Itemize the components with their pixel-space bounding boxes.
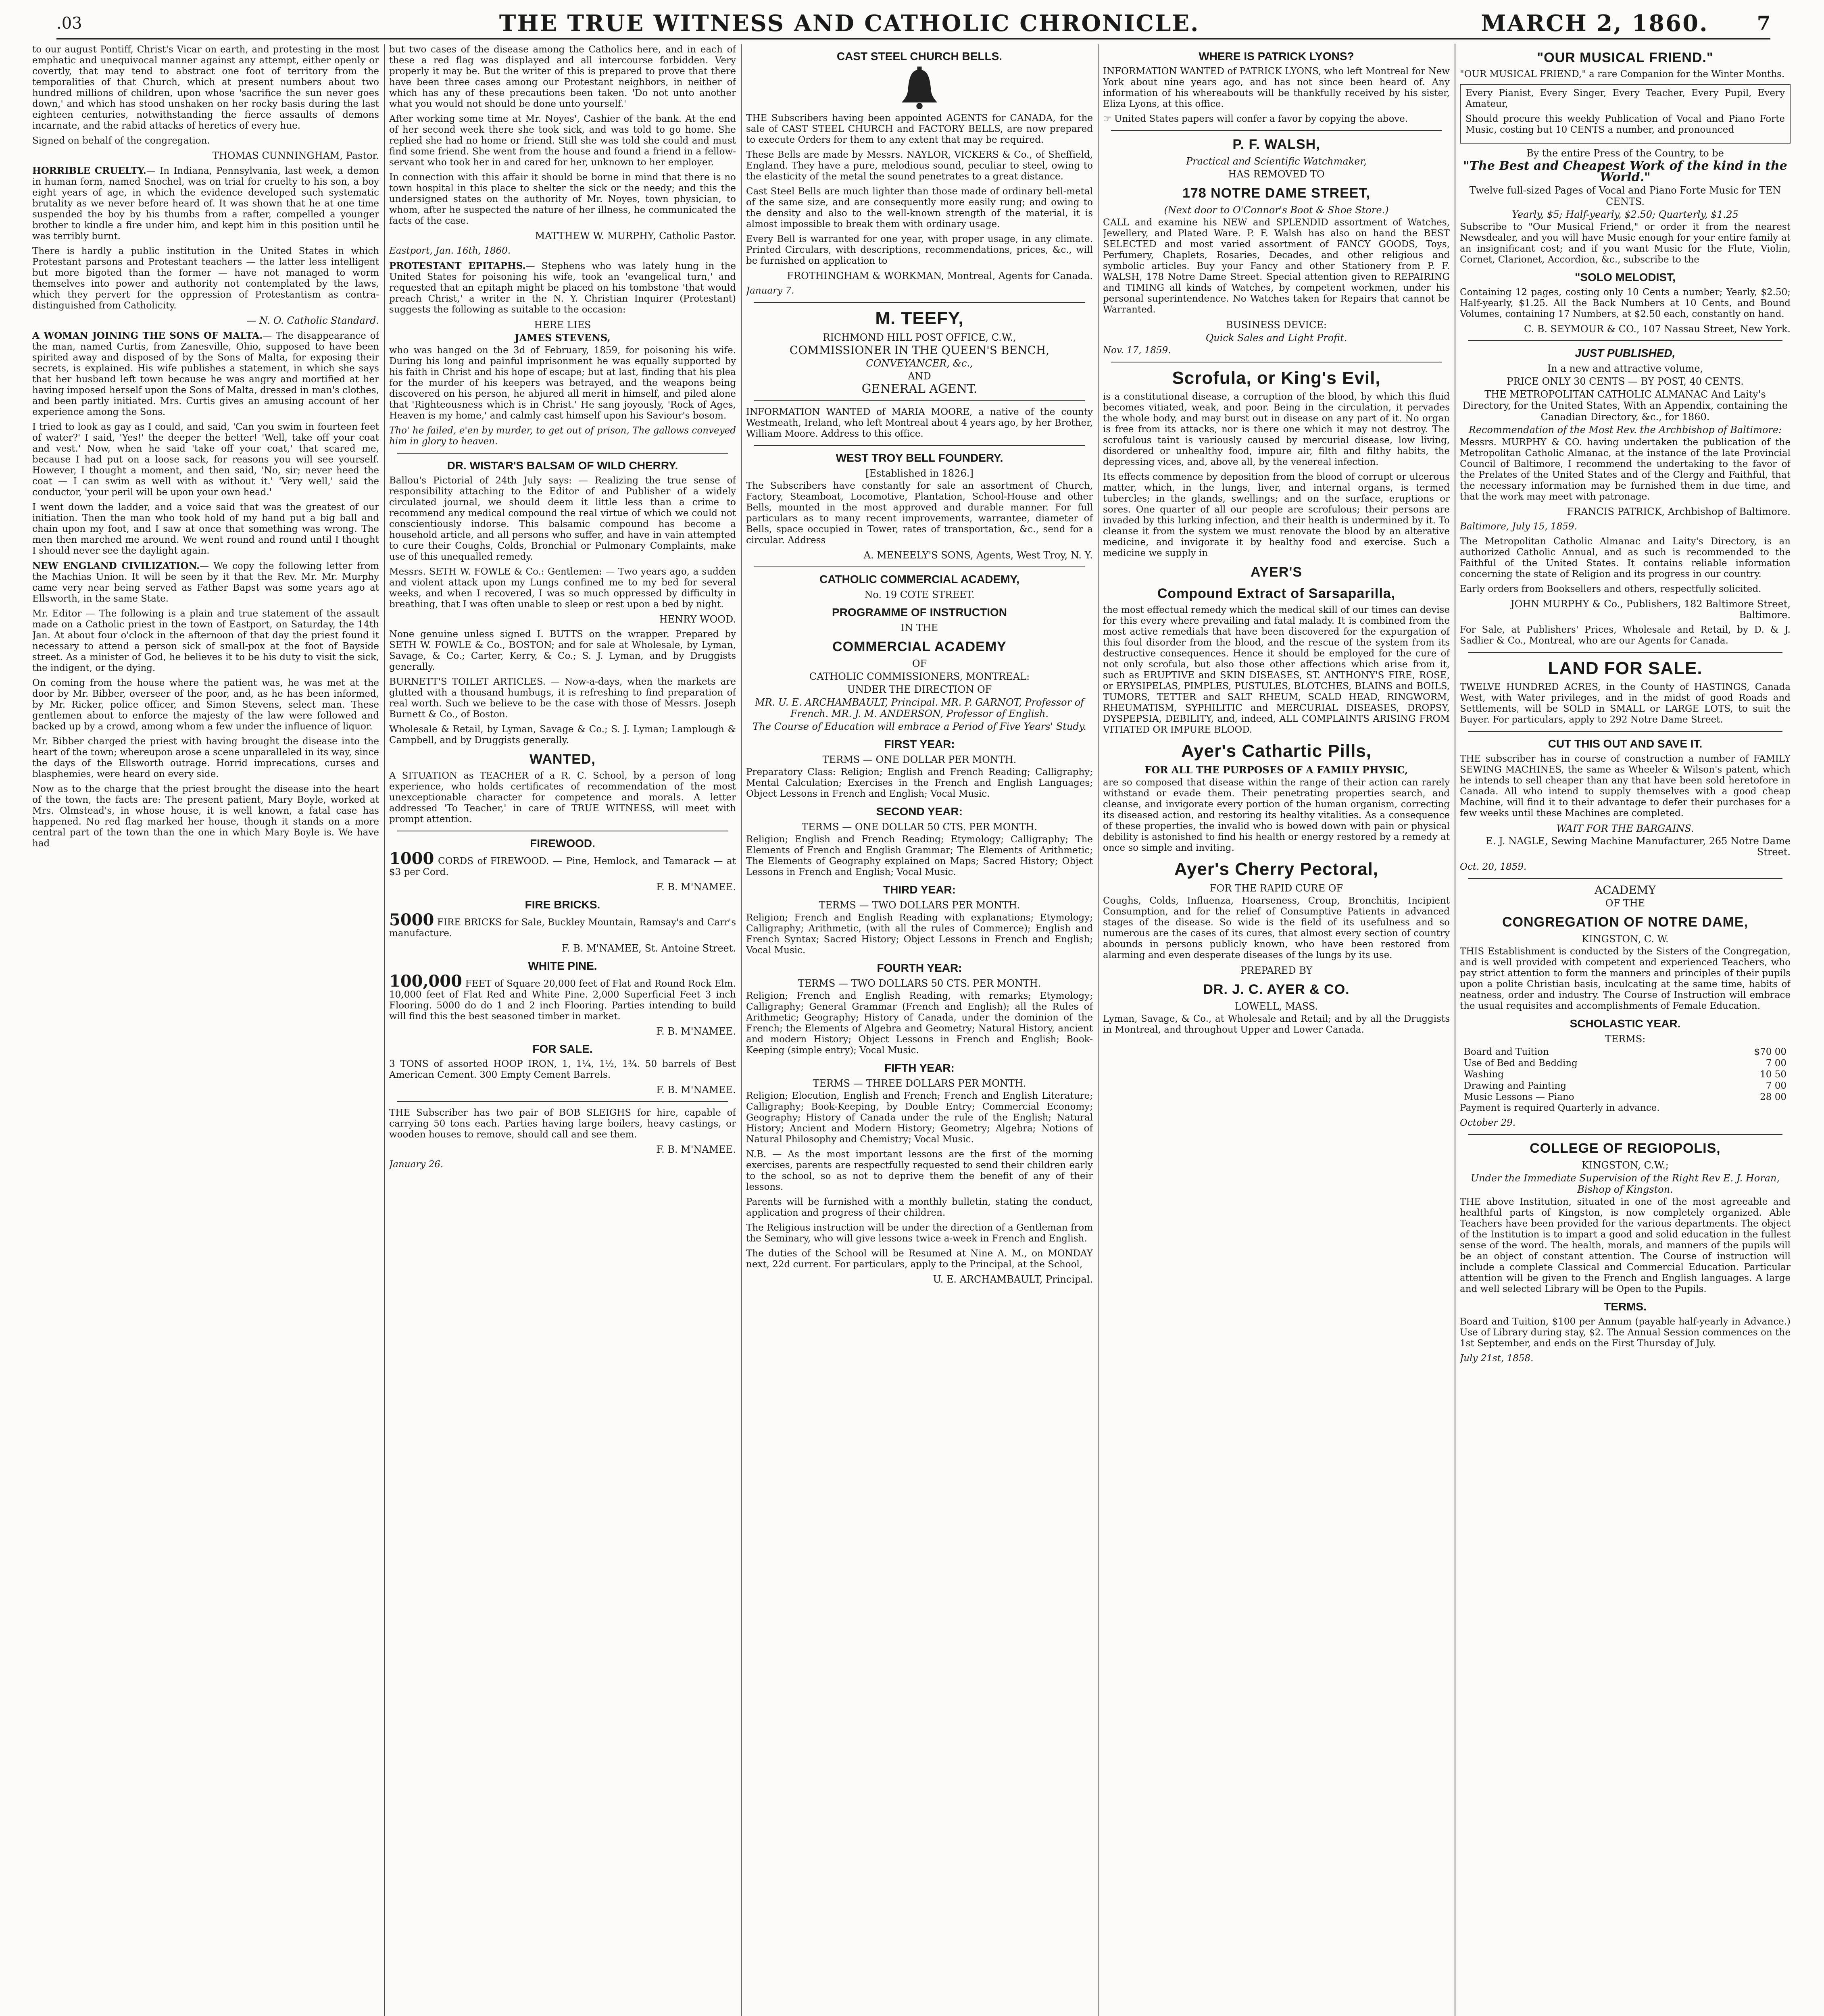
ad-heading: M. TEEFY,: [875, 308, 964, 328]
ad-signer: FROTHINGHAM & WORKMAN, Montreal, Agents for Canada.: [787, 270, 1093, 281]
year-heading: SECOND YEAR:: [876, 805, 963, 818]
ad-date: Nov. 17, 1859.: [1103, 345, 1171, 356]
article-text: — Stephens who was lately hung in the United States for poisoning his wife, took an 'evangelical turn,' and requested that an epitaph might be placed on his tombstone 'that would preach Christ,' a writer in the N. Y. Christian Inquirer (Protestant) suggests the following as suitable to the occasion:: [389, 261, 736, 315]
year-terms: TERMS — THREE DOLLARS PER MONTH.: [813, 1078, 1026, 1089]
article-dateline: Eastport, Jan. 16th, 1860.: [389, 246, 511, 256]
fee-row: [1464, 1080, 1786, 1091]
year-terms: TERMS — TWO DOLLARS 50 CTS. PER MONTH.: [798, 978, 1041, 989]
ad-subheading: TERMS:: [1605, 1033, 1646, 1045]
ad-price: Yearly, $5; Half-yearly, $2.50; Quarterly, $1.25: [1512, 209, 1739, 220]
ad-heading: P. F. WALSH,: [1232, 137, 1320, 152]
programme-directors: MR. U. E. ARCHAMBAULT, Principal. MR. P. GARNOT, Professor of French. MR. J. M. ANDERSON, Professor of English.: [755, 697, 1084, 719]
ad-text: [389, 849, 736, 878]
ad-text: Twelve full-sized Pages of Vocal and Piano Forte Music for TEN CENTS.: [1469, 185, 1781, 207]
ad-heading: OF THE: [1605, 898, 1645, 909]
ad-subheading: Under the Immediate Supervision of the Right Rev E. J. Horan, Bishop of Kingston.: [1470, 1173, 1780, 1195]
ad-subheading: PREPARED BY: [1240, 965, 1313, 976]
fee-amount: 28 00: [1760, 1092, 1786, 1102]
ad-text: Early orders from Booksellers and others, respectfully solicited.: [1460, 584, 1761, 594]
ad-heading: CONGREGATION OF NOTRE DAME,: [1502, 914, 1749, 930]
ad-text: A SITUATION as TEACHER of a R. C. School, by a person of long experience, who holds certificates of recommendation of the most unexceptionable character for competence and morals. A letter addressed 'To Teacher,' in care of TRUE WITNESS, will meet with prompt attention.: [389, 771, 736, 825]
divider: [754, 302, 1085, 303]
church-bell-icon: [897, 66, 942, 110]
ad-heading: COLLEGE OF REGIOPOLIS,: [1530, 1141, 1721, 1156]
ad-maker: DR. J. C. AYER & CO.: [1203, 982, 1350, 997]
ad-signer: F. B. M'NAMEE.: [656, 1026, 736, 1037]
ad-heading: TERMS.: [1604, 1300, 1647, 1313]
ad-text: is a constitutional disease, a corruption of the blood, by which this fluid becomes vitiated, weak, and poor. Being in the circulation, it pervades the whole body, and may burst out in disease on any part of it. No organ is free from its attacks, nor is there one which it may not destroy. The scrofulous taint is variously caused by mercurial disease, low living, disordered or unhealthy food, impure air, filth and filthy habits, the depressing vices, and, above all, by the venereal infection.: [1103, 392, 1450, 467]
ad-subheading: (Next door to O'Connor's Boot & Shoe Store.): [1164, 204, 1389, 216]
ad-subheading: KINGSTON, C.W.;: [1582, 1160, 1669, 1171]
ad-subheading: COMMISSIONER IN THE QUEEN'S BENCH,: [789, 344, 1050, 357]
ad-text: "OUR MUSICAL FRIEND," a rare Companion for the Winter Months.: [1460, 69, 1785, 79]
article-source: — N. O. Catholic Standard.: [246, 315, 379, 326]
ad-signer: JOHN MURPHY & Co., Publishers, 182 Baltimore Street, Baltimore.: [1510, 598, 1791, 621]
ad-signer: F. B. M'NAMEE, St. Antoine Street.: [562, 943, 736, 954]
ad-list: Should procure this weekly Publication of Vocal and Piano Forte Music, costing but 10 CENTS a number, and pronounced: [1465, 114, 1785, 135]
ad-signer: U. E. ARCHAMBAULT, Principal.: [933, 1274, 1093, 1285]
article-paragraph: I tried to look as gay as I could, and said, 'Can you swim in fourteen feet of water?' I said, 'Yes!' the deeper the better! 'Well, take off your coat and vest.' Now, when he said 'take off your coat,' that scared me, because I had put on a loose sack, for reasons you will see yourself. However, I thought a moment, and then said, 'No, sir; never heed the coat — I can swim as well with as without it.' 'Very well,' said the conductor, 'your peril will be upon your own head.': [32, 422, 379, 498]
ad-signer: C. B. SEYMOUR & CO., 107 Nassau Street, New York.: [1524, 323, 1791, 335]
article-signoff: Signed on behalf of the congregation.: [32, 135, 210, 146]
ad-text: None genuine unless signed I. BUTTS on the wrapper. Prepared by SETH W. FOWLE & Co., BOSTON; and for sale at Wholesale, by Lyman, Savage, & Co.; Carter, Kerry, & Co.; S. J. Lyman, and by Druggists generally.: [389, 629, 736, 672]
year-heading: FIRST YEAR:: [884, 738, 955, 750]
article-paragraph: [389, 260, 736, 315]
ad-slogan: WAIT FOR THE BARGAINS.: [1556, 823, 1694, 834]
ad-subheading: Practical and Scientific Watchmaker,: [1186, 156, 1367, 167]
ad-heading: CUT THIS OUT AND SAVE IT.: [1548, 737, 1703, 750]
fee-row: [1464, 1069, 1786, 1080]
article-paragraph: There is hardly a public institution in the United States in which Protestant parsons and Protestant teachers — the latter less intelligent but more bigoted than the former — have not managed to worm themselves into power and authority not contemplated by the laws, which they pervert for the oppression of Protestantism as contra-distinguished from Catholicity.: [32, 246, 379, 311]
ad-heading: "SOLO MELODIST,: [1575, 271, 1676, 283]
article-paragraph: but two cases of the disease among the Catholics here, and in each of these a red flag was displayed and all intercourse forbidden. Very properly it may be. But the writer of this is prepared to prove that there have been three cases among our Protestant neighbors, in neither of which has any of these precautions been taken. 'Do not unto another what you would not should be done unto yourself.': [389, 44, 736, 109]
ad-number: 5000: [389, 910, 434, 929]
ad-date: Baltimore, July 15, 1859.: [1460, 521, 1577, 532]
ad-heading: Scrofula, or King's Evil,: [1172, 368, 1381, 388]
ad-number: 1000: [389, 849, 434, 868]
ad-text: Messrs. MURPHY & CO. having undertaken the publication of the Metropolitan Catholic Almanac, at the instance of the late Provincial Council of Baltimore, I recommend the undertaking to the favor of the Prelates of the United States and of the Clergy and Faithful, that the necessary information may be furnished them in due time, and that the work may meet with patronage.: [1460, 437, 1791, 502]
ad-heading: FIREWOOD.: [530, 837, 595, 850]
article-paragraph: After working some time at Mr. Noyes', Cashier of the bank. At the end of her second week there she took sick, and was told to go home. She replied she had no home or friend. Still she was told she could and must find some friend. She went from the house and found a friend in a fellow-servant who took her in and cared for her, unknown to her employer.: [389, 114, 736, 168]
ad-text: Parents will be furnished with a monthly bulletin, stating the conduct, application and progress of their children.: [746, 1197, 1093, 1218]
fee-amount: 7 00: [1766, 1058, 1786, 1068]
ad-text: The Religious instruction will be under the direction of a Gentleman from the Seminary, who will give lessons twice a-week in French and English.: [746, 1223, 1093, 1244]
ad-subheading: Recommendation of the Most Rev. the Archbishop of Baltimore:: [1468, 424, 1782, 435]
ad-text: These Bells are made by Messrs. NAYLOR, VICKERS & Co., of Sheffield, England. They have a pure, melodious sound, peculiar to steel, owing to the elasticity of the metal the sound penetrates to a great distance.: [746, 150, 1093, 182]
fee-amount: 7 00: [1766, 1081, 1786, 1091]
ad-text: THE subscriber has in course of construction a number of FAMILY SEWING MACHINES, the same as Wheeler & Wilson's patent, which he intends to sell cheaper than any that have been sold heretofore in Canada. All who intend to supply themselves with a good cheap Machine, will find it to their advantage to defer their purchases for a few weeks until these Machines are completed.: [1460, 754, 1791, 818]
year-subjects: Religion; English and French Reading; Etymology; Calligraphy; The Elements of French and English Grammar; The Elements of Arithmetic; The Elements of Geography explained on Maps; Sacred History; Object Lessons in French and English; Vocal Music.: [746, 834, 1093, 877]
ad-body: CORDS of FIREWOOD. — Pine, Hemlock, and Tamarack — at $3 per Cord.: [389, 856, 736, 877]
ad-date: January 7.: [746, 285, 794, 296]
ad-heading: WANTED,: [529, 752, 596, 767]
ad-signer: E. J. NAGLE, Sewing Machine Manufacturer, 265 Notre Dame Street.: [1486, 835, 1791, 858]
divider: [754, 566, 1085, 567]
divider: [754, 445, 1085, 446]
divider: [1468, 340, 1782, 341]
page-mark-left: .03: [56, 14, 82, 33]
article-headline: PROTESTANT EPITAPHS.: [389, 260, 526, 271]
article-headline: HORRIBLE CRUELTY.: [32, 165, 146, 176]
ad-text: [389, 972, 736, 1022]
ad-date: October 29.: [1460, 1118, 1516, 1128]
programme-course: The Course of Education will embrace a Period of Five Years' Study.: [753, 721, 1086, 732]
epitaph-heading: HERE LIES: [534, 319, 591, 331]
article-text: — In Indiana, Pennsylvania, last week, a demon in human form, named Snochel, was on trial for cruelty to his son, a boy eight years of age, in which the evidence developed such systematic brutality as we never before heard of. It was shown that he at one time suspended the boy by his thumbs from a rafter, compelled a younger brother to kindle a fire under him, and kept him in this position until he was terribly burnt.: [32, 166, 379, 242]
ad-note: Payment is required Quarterly in advance.: [1460, 1103, 1660, 1113]
ad-heading: AYER'S: [1250, 564, 1303, 580]
ad-text: INFORMATION WANTED of PATRICK LYONS, who left Montreal for New York about nine years ago, and has not since been heard of. Any information of his whereabouts will be thankfully received by his sister, Eliza Lyons, at this office.: [1103, 66, 1450, 109]
fee-amount: 10 50: [1760, 1069, 1786, 1080]
year-heading: FOURTH YEAR:: [877, 962, 962, 974]
programme-line: UNDER THE DIRECTION OF: [847, 684, 992, 695]
ad-heading: "OUR MUSICAL FRIEND.": [1537, 50, 1714, 65]
article-paragraph: [32, 330, 379, 418]
column-rule: [1098, 44, 1099, 2016]
fee-amount: $70 00: [1754, 1047, 1786, 1057]
article-headline: NEW ENGLAND CIVILIZATION.: [32, 560, 200, 571]
ad-motto: Quick Sales and Light Profit.: [1205, 332, 1347, 344]
ad-subheading: FOR THE RAPID CURE OF: [1209, 883, 1343, 894]
ad-signer: F. B. M'NAMEE.: [656, 1084, 736, 1095]
pointing-hand-icon: ☞: [1103, 114, 1114, 124]
ad-text: Every Bell is warranted for one year, with proper usage, in any climate. Printed Circulars, with descriptions, recommendations, prices, &c., will be furnished on application to: [746, 234, 1093, 266]
article-paragraph: In connection with this affair it should be borne in mind that there is no town hospital in this place to shelter the sick or the needy; and this the undersigned states on the authority of Mr. Noyes, town physician, to whom, after he suspected the nature of her illness, he communicated the facts of the case.: [389, 172, 736, 226]
ad-date: Oct. 20, 1859.: [1460, 862, 1527, 872]
ad-subheading: HAS REMOVED TO: [1228, 169, 1325, 180]
issue-date: MARCH 2, 1860.: [1481, 10, 1709, 37]
ad-number: 100,000: [389, 972, 462, 991]
ad-text: BURNETT'S TOILET ARTICLES. — Now-a-days, when the markets are glutted with a thousand humbugs, it is refreshing to find preparation of real worth. Such we believe to be the case with those of Messrs. Joseph Burnett & Co., of Boston.: [389, 677, 736, 720]
article-paragraph: to our august Pontiff, Christ's Vicar on earth, and protesting in the most emphatic and unequivocal manner against any attempt, either openly or covertly, that may tend to abstract one foot of territory from the temporalities of that Church, which at present numbers about two hundred millions of children, upon whose 'sacrifice the sun never goes down,' and which has stood unshaken on her rocky basis during the last eighteen centuries, notwithstanding the fierce assaults of demons incarnate, and the rabid attacks of heretics of every hue.: [32, 44, 379, 131]
ad-address: 178 NOTRE DAME STREET,: [1182, 185, 1370, 201]
ad-text: Messrs. SETH W. FOWLE & Co.: Gentlemen: — Two years ago, a sudden and violent attack upon my Lungs confined me to my bed for several weeks, and when I recovered, I was so much oppressed by difficulty in breathing, that I was often unable to sleep or rest upon a bed by night.: [389, 566, 736, 610]
ad-text: THE Subscriber has two pair of BOB SLEIGHS for hire, capable of carrying 50 tons each. Parties having large boilers, heavy castings, or wooden houses to remove, should call and see them.: [389, 1108, 736, 1140]
ad-heading: WHITE PINE.: [528, 960, 597, 972]
ad-quote: "The Best and Cheapest Work of the kind in the World.": [1463, 159, 1787, 184]
ad-subheading: In a new and attractive volume,: [1547, 363, 1703, 374]
ad-heading: Ayer's Cathartic Pills,: [1181, 741, 1372, 761]
programme-line: CATHOLIC COMMISSIONERS, MONTREAL:: [809, 671, 1030, 682]
ad-heading: LAND FOR SALE.: [1548, 658, 1703, 678]
ad-text: THIS Establishment is conducted by the Sisters of the Congregation, and is well provided with competent and experienced Teachers, who pay strict attention to form the manners and principles of their pupils upon a polite Christian basis, inculcating at the same time, habits of neatness, order and industry. The Course of Instruction will embrace the usual requisites and accomplishments of Female Education.: [1460, 946, 1791, 1011]
programme-title: COMMERCIAL ACADEMY: [832, 639, 1007, 654]
ad-text: CALL and examine his NEW and SPLENDID assortment of Watches, Jewellery, and Plated Ware. P. F. Walsh has also on hand the BEST SELECTED and most varied assortment of FANCY GOODS, Toys, Perfumery, Chaplets, Rosaries, Decades, and other religious and symbolic articles. Buy your Fancy and other Stationery from P. F. WALSH, 178 Notre Dame Street. Special attention given to REPAIRING and TIMING all kinds of Watches, by competent workmen, under his personal superintendence. No Watches taken for Repairs that cannot be Warranted.: [1103, 217, 1450, 315]
ad-date: July 21st, 1858.: [1460, 1353, 1534, 1364]
ad-location: LOWELL, MASS.: [1234, 1001, 1318, 1012]
divider: [1468, 731, 1782, 732]
ad-box: [1460, 84, 1791, 144]
programme-line: OF: [912, 658, 927, 669]
ad-signer: F. B. M'NAMEE.: [656, 1144, 736, 1155]
divider: [397, 453, 728, 454]
ad-text: Its effects commence by deposition from the blood of corrupt or ulcerous matter, which, in the lungs, liver, and internal organs, is termed tubercles; in the glands, swellings; and on the surface, eruptions or sores. One quarter of all our people are scrofulous; their persons are invaded by this lurking infection, and their health is undermined by it. To cleanse it from the system we must renovate the blood by an alterative medicine, and invigorate it by healthy food and exercise. Such a medicine we supply in: [1103, 472, 1450, 558]
fee-item: Board and Tuition: [1464, 1047, 1549, 1057]
ad-text: TWELVE HUNDRED ACRES, in the County of HASTINGS, Canada West, with Water privileges, and in the midst of good Roads and Settlements, will be SOLD in SMALL or LARGE LOTS, to suit the Buyer. For particulars, apply to 292 Notre Dame Street.: [1460, 682, 1791, 725]
article-paragraph: [32, 165, 379, 242]
column-rule: [384, 44, 385, 2016]
year-subjects: Religion; French and English Reading with explanations; Etymology; Calligraphy; Arithmetic, (with all the rules of Commerce); English and French Syntax; Sacred History; Object Lessons in French and English; Vocal Music.: [746, 912, 1093, 956]
fee-row: [1464, 1058, 1786, 1069]
ad-text: THE Subscribers having been appointed AGENTS for CANADA, for the sale of CAST STEEL CHURCH and FACTORY BELLS, are now prepared to execute Orders for them to any extent that may be required.: [746, 113, 1093, 145]
fee-item: Drawing and Painting: [1464, 1081, 1567, 1091]
year-terms: TERMS — ONE DOLLAR 50 CTS. PER MONTH.: [801, 821, 1038, 833]
fee-item: Washing: [1464, 1069, 1504, 1080]
ad-body: FIRE BRICKS for Sale, Buckley Mountain, Ramsay's and Carr's manufacture.: [389, 917, 736, 939]
ad-text: Ballou's Pictorial of 24th July says: — Realizing the true sense of responsibility attaching to the Editor of and Publisher of a widely circulated journal, we should deem it little less than a crime to recommend any medical compound the real virtue of which we could not conscientiously indorse. This balsamic compound has become a household article, and all persons who suffer, and have in vain attempted to cure their Coughs, Colds, Bronchial or Pulmonary Complaints, make use of this unequalled remedy.: [389, 475, 736, 562]
ad-text: The Subscribers have constantly for sale an assortment of Church, Factory, Steamboat, Locomotive, Plantation, School-House and other Bells, mounted in the most approved and durable manner. For full particulars as to many recent improvements, warrantee, diameter of Bells, space occupied in Tower, rates of transportation, &c., send for a circular. Address: [746, 481, 1093, 546]
divider: [1468, 652, 1782, 653]
ad-text: [389, 910, 736, 939]
programme-heading: PROGRAMME OF INSTRUCTION: [832, 606, 1007, 619]
article-paragraph: On coming from the house where the patient was, he was met at the door by Mr. Bibber, overseer of the poor, and, as he has been informed, by Mr. Ricker, police officer, and Simon Stevens, select man. These gentlemen about to enforce the majesty of the law were followed and backed up by a crowd, among whom a few under the influence of liquor.: [32, 678, 379, 732]
ad-text: Cast Steel Bells are much lighter than those made of ordinary bell-metal of the same size, and are consequently more easily rung; and owing to the density and also to the well-known strength of the material, it is almost impossible to break them with ordinary usage.: [746, 186, 1093, 229]
ad-heading: WEST TROY BELL FOUNDERY.: [836, 452, 1003, 464]
epitaph-verse: Tho' he failed, e'en by murder, to get out of prison, The gallows conveyed him in glory to heaven.: [389, 425, 736, 447]
year-subjects: Religion; French and English Reading, with remarks; Etymology; Calligraphy; General Grammar (French and English); all the Rules of Arithmetic; Geography; History of Canada, under the dominion of the French; the Elements of Algebra and Geometry; Natural History, ancient and modern History; Object Lessons in French and English; Book-Keeping (simple entry); Vocal Music.: [746, 991, 1093, 1056]
fee-row: [1464, 1091, 1786, 1103]
ad-text: [1103, 114, 1450, 125]
fee-item: Use of Bed and Bedding: [1464, 1058, 1578, 1068]
ad-text: INFORMATION WANTED of MARIA MOORE, a native of the county Westmeath, Ireland, who left Montreal about 4 years ago, by her Brother, William Moore. Address to this office.: [746, 407, 1093, 439]
ad-text: N.B. — As the most important lessons are the first of the morning exercises, parents are respectfully requested to send their children early to the school, so as not to deprive them the benefit of any of their lessons.: [746, 1149, 1093, 1192]
page-columns: [32, 44, 1791, 2016]
year-heading: FIFTH YEAR:: [884, 1062, 955, 1074]
year-subjects: Religion; Elocution, English and French; French and English Literature; Calligraphy; Book-Keeping, by Double Entry; Commercial Economy; Geography; History of Canada under the rule of the English; Natural History; Ancient and Modern History; Geometry; Algebra; Notions of Natural Philosophy and Chemistry; Vocal Music.: [746, 1091, 1093, 1145]
ad-motto-label: BUSINESS DEVICE:: [1226, 319, 1327, 331]
year-heading: THIRD YEAR:: [883, 883, 956, 896]
ad-heading: ACADEMY: [1595, 883, 1656, 897]
column-4: [1103, 44, 1450, 2016]
column-rule: [741, 44, 742, 2016]
divider: [754, 400, 1085, 401]
ad-text: The Metropolitan Catholic Almanac and Laity's Directory, is an authorized Catholic Annual, and as such is recommended to the Faithful of the United States. It contains reliable information concerning the state of Religion and its progress in our country.: [1460, 536, 1791, 579]
programme-line: IN THE: [901, 622, 938, 633]
ad-heading: JUST PUBLISHED,: [1575, 347, 1676, 359]
ad-text: Subscribe to "Our Musical Friend," or order it from the nearest Newsdealer, and you will have Music enough for your entire family at an insignificant cost; and if you want Music for the Flute, Violin, Cornet, Clarionet, Accordion, &c., subscribe to the: [1460, 222, 1791, 265]
ad-heading: Compound Extract of Sarsaparilla,: [1157, 586, 1396, 601]
ad-heading: WHERE IS PATRICK LYONS?: [1199, 50, 1354, 62]
ad-text: THE above Institution, situated in one of the most agreeable and healthful parts of Kingston, is now completely organized. Able Teachers have been provided for the various departments. The object of the Institution is to impart a good and solid education in the fullest sense of the word. The health, morals, and manners of the pupils will be an object of constant attention. The Course of instruction will include a complete Classical and Commercial Education. Particular attention will be given to the French and English languages. A large and well selected Library will be Open to the Pupils.: [1460, 1197, 1791, 1294]
divider: [1468, 1134, 1782, 1135]
masthead: [56, 8, 1770, 40]
year-terms: TERMS — ONE DOLLAR PER MONTH.: [822, 754, 1017, 765]
divider: [397, 1101, 728, 1102]
ad-subheading: CONVEYANCER, &c.,: [866, 358, 973, 369]
divider: [1111, 130, 1442, 131]
article-signer: MATTHEW W. MURPHY, Catholic Pastor.: [535, 230, 736, 242]
ad-text: The duties of the School will be Resumed at Nine A. M., on MONDAY next, 22d current. For particulars, apply to the Principal, at the School,: [746, 1248, 1093, 1270]
column-3: [746, 44, 1093, 2016]
epitaph-text: who was hanged on the 3d of February, 1859, for poisoning his wife. During his long and painful imprisonment he was equally supported by his faith in Christ and his hope of escape; but at last, finding that his plea for the murder of his keepers was betrayed, and the weapons being discovered on his person, he abjured all merit in himself, and piled alone that 'Righteousness which is in Christ.' He sang joyously, 'Rock of Ages, Heaven is my home,' and calmly cast himself upon his Saviour's bosom.: [389, 345, 736, 421]
article-headline: A WOMAN JOINING THE SONS OF MALTA.: [32, 330, 263, 341]
ad-subheading: FOR ALL THE PURPOSES OF A FAMILY PHYSIC,: [1144, 764, 1408, 776]
ad-text: Lyman, Savage, & Co., at Wholesale and Retail; and by all the Druggists in Montreal, and throughout Upper and Lower Canada.: [1103, 1014, 1450, 1035]
fee-row: [1464, 1046, 1786, 1058]
ad-text: the most effectual remedy which the medical skill of our times can devise for this every where prevailing and fatal malady. It is combined from the most active remedials that have been discovered for the expurgation of this foul disorder from the blood, and the rescue of the system from its destructive consequences. Hence it should be employed for the cure of not only scrofula, but also those other affections which arise from it, such as ERUPTIVE and SKIN DISEASES, ST. ANTHONY'S FIRE, ROSE, or ERYSIPELAS, PIMPLES, PUSTULES, BLOTCHES, BLAINS and BOILS, TUMORS, TETTER and SALT RHEUM, SCALD HEAD, RINGWORM, RHEUMATISM, SYPHILITIC and MERCURIAL DISEASES, DROPSY, DYSPEPSIA, DEBILITY, and, indeed, ALL COMPLAINTS ARISING FROM VITIATED OR IMPURE BLOOD.: [1103, 605, 1450, 735]
ad-subheading: No. 19 COTE STREET.: [864, 589, 975, 600]
ad-heading: CATHOLIC COMMERCIAL ACADEMY,: [819, 573, 1019, 585]
divider: [1468, 878, 1782, 879]
column-5: [1460, 44, 1791, 2016]
article-text: — We copy the following letter from the Machias Union. It will be seen by it that the Rev. Mr. Mr. Murphy came very near being served as Father Bapst was some years ago at Ellsworth, in the same State.: [32, 561, 379, 604]
article-text: — The disappearance of the man, named Curtis, from Zanesville, Ohio, supposed to have been spirited away and disposed of by the Sons of Malta, for exposing their secrets, is explained. His wife publishes a statement, in which she says that her husband left town because he was angry and mortified at her having imposed herself upon the Sons of Malta, dressed in man's clothes, and been partly initiated. Mrs. Curtis gives an amusing account of her experience among the Sons.: [32, 331, 379, 417]
year-terms: TERMS — TWO DOLLARS PER MONTH.: [819, 900, 1020, 911]
ad-subheading: AND: [908, 371, 931, 382]
ad-list: Every Pianist, Every Singer, Every Teacher, Every Pupil, Every Amateur,: [1465, 88, 1785, 109]
ad-subheading: KINGSTON, C. W.: [1582, 933, 1669, 945]
ad-heading: FOR SALE.: [532, 1043, 593, 1055]
year-subjects: Preparatory Class: Religion; English and French Reading; Calligraphy; Mental Calculation; Exercises in the French and English Languages; Object Lessons in French and English; Vocal Music.: [746, 767, 1093, 799]
ad-heading: DR. WISTAR'S BALSAM OF WILD CHERRY.: [447, 459, 678, 472]
ad-date: January 26.: [389, 1159, 444, 1170]
article-signer: THOMAS CUNNINGHAM, Pastor.: [212, 150, 379, 161]
column-2: [389, 44, 736, 2016]
ad-heading: CAST STEEL CHURCH BELLS.: [836, 50, 1003, 62]
epitaph-name: JAMES STEVENS,: [515, 332, 611, 344]
fee-item: Music Lessons — Piano: [1464, 1092, 1574, 1102]
article-paragraph: [32, 560, 379, 604]
ad-text: are so composed that disease within the range of their action can rarely withstand or evade them. Their penetrating properties search, and cleanse, and invigorate every portion of the human organism, correcting its diseased action, and restoring its healthy vitalities. As a consequence of these properties, the invalid who is bowed down with pain or physical debility is astonished to find his health or energy restored by a remedy at once so simple and inviting.: [1103, 777, 1450, 853]
ad-signer: A. MENEELY'S SONS, Agents, West Troy, N. Y.: [863, 550, 1093, 561]
ad-text: Board and Tuition, $100 per Annum (payable half-yearly in Advance.) Use of Library during stay, $2. The Annual Session commences on the 1st September, and ends on the First Thursday of July.: [1460, 1316, 1791, 1349]
newspaper-title: THE TRUE WITNESS AND CATHOLIC CHRONICLE.: [499, 10, 1200, 37]
ad-heading: FIRE BRICKS.: [525, 898, 600, 911]
article-paragraph: I went down the ladder, and a voice said that was the greatest of our initiation. Then the man who took hold of my hand put a big ball and chain upon my foot, and I saw at once that something was wrong. The men then marched me around. We went round and round until I thought I should never see the daylight again.: [32, 502, 379, 556]
ad-text: For Sale, at Publishers' Prices, Wholesale and Retail, by D. & J. Sadlier & Co., Montreal, who are our Agents for Canada.: [1460, 625, 1791, 646]
ad-note: United States papers will confer a favor by copying the above.: [1114, 114, 1408, 124]
article-paragraph: Now as to the charge that the priest brought the disease into the heart of the town, the facts are: The present patient, Mary Boyle, worked at Mrs. Olmstead's, in whose house, it is well known, a fatal case has happened. No red flag marked her house, though it stands on a more central part of the town than the one in which Mary Boyle is. We have had: [32, 784, 379, 849]
ad-signer: HENRY WOOD.: [659, 614, 736, 625]
ad-heading: SCHOLASTIC YEAR.: [1570, 1017, 1681, 1030]
ad-price: PRICE ONLY 30 CENTS — BY POST, 40 CENTS.: [1507, 376, 1744, 387]
page-number: 7: [1757, 12, 1770, 35]
ad-signer: F. B. M'NAMEE.: [656, 881, 736, 893]
ad-body: FEET of Square 20,000 feet of Flat and Round Rock Elm. 10,000 feet of Flat Red and White Pine. 2,000 Superficial Feet 3 inch Flooring. 5000 do do 1 and 2 inch Flooring. Parties intending to build will find this the best seasoned timber in market.: [389, 979, 736, 1022]
ad-subheading: RICHMOND HILL POST OFFICE, C.W.,: [823, 332, 1016, 343]
ad-text: 3 TONS of assorted HOOP IRON, 1, 1¼, 1½, 1¾. 50 barrels of Best American Cement. 300 Empty Cement Barrels.: [389, 1059, 736, 1080]
ad-subheading: GENERAL AGENT.: [861, 382, 978, 396]
ad-heading: Ayer's Cherry Pectoral,: [1174, 859, 1379, 879]
ad-subheading: [Established in 1826.]: [865, 468, 973, 479]
ad-line: By the entire Press of the Country, to be: [1526, 148, 1724, 159]
ad-signer: FRANCIS PATRICK, Archbishop of Baltimore.: [1567, 506, 1791, 517]
ad-text: Containing 12 pages, costing only 10 Cents a number; Yearly, $2.50; Half-yearly, $1.25. All the Back Numbers at 10 Cents, and Bound Volumes, containing 17 Numbers, at $2.50 each, constantly on hand.: [1460, 287, 1791, 319]
fee-table: [1460, 1046, 1791, 1103]
article-paragraph: Mr. Bibber charged the priest with having brought the disease into the heart of the town; whereupon arose a scene unparalleled in its way, since the days of the Ellsworth outrage. Horrid imprecations, curses and blasphemies, were heard on every side.: [32, 736, 379, 779]
ad-title: THE METROPOLITAN CATHOLIC ALMANAC And Laity's Directory, for the United States, With an Appendix, containing the Canadian Directory, &c., for 1860.: [1462, 389, 1788, 423]
article-paragraph: Mr. Editor — The following is a plain and true statement of the assault made on a Catholic priest in the town of Eastport, on Saturday, the 14th Jan. At about four o'clock in the afternoon of that day the priest found it necessary to attend a person sick of small-pox at the foot of Bayside street. As a minister of God, he believes it to be his duty to visit the sick, the indigent, or the dying.: [32, 608, 379, 673]
ad-text: Coughs, Colds, Influenza, Hoarseness, Croup, Bronchitis, Incipient Consumption, and for the relief of Consumptive Patients in advanced stages of the disease. So wide is the field of its usefulness and so numerous are the cases of its cures, that almost every section of country abounds in persons publicly known, who have been restored from alarming and even desperate diseases of the lungs by its use.: [1103, 896, 1450, 960]
ad-text: Wholesale & Retail, by Lyman, Savage & Co.; S. J. Lyman; Lamplough & Campbell, and by Druggists generally.: [389, 724, 736, 746]
column-1: [32, 44, 379, 2016]
